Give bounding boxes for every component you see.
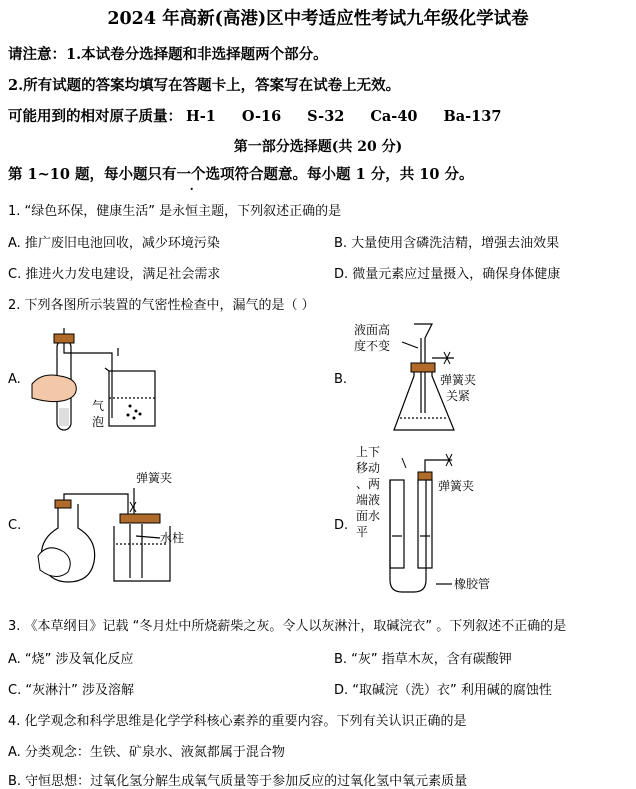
- clamp-label-1: 弹簧夹: [440, 373, 477, 387]
- right-tube: [418, 480, 432, 568]
- part1-heading: 第一部分选择题(共 20 分): [233, 139, 403, 155]
- q1-option-b[interactable]: B. 大量使用含磷洗洁精，增强去油效果: [334, 236, 560, 251]
- q1-option-d[interactable]: D. 微量元素应过量摄入，确保身体健康: [334, 267, 561, 282]
- move-label-2: 移动: [356, 461, 381, 475]
- connector-tube: [64, 494, 128, 516]
- q2-option-d[interactable]: D.: [334, 518, 349, 533]
- hand: [32, 375, 76, 402]
- q2-option-a[interactable]: A.: [8, 372, 21, 387]
- rubber-tube-label: 橡胶管: [454, 577, 491, 591]
- atom-s: S-32: [307, 108, 345, 125]
- figure-a: [30, 318, 180, 436]
- figure-b: [352, 318, 502, 440]
- q3-option-b[interactable]: B. “灰” 指草木灰，含有碳酸钾: [334, 652, 512, 667]
- q3-option-c[interactable]: C. “灰淋汁” 涉及溶解: [8, 683, 134, 698]
- figure-c: [30, 466, 230, 586]
- q1-option-c[interactable]: C. 推进火力发电建设，满足社会需求: [8, 267, 221, 282]
- bubbles-label-2: 泡: [92, 415, 105, 429]
- q4-option-a[interactable]: A. 分类观念：生铁、矿泉水、液氮都属于混合物: [8, 745, 285, 760]
- water-column-label: 水柱: [160, 531, 185, 545]
- atom-ba: Ba-137: [443, 108, 502, 125]
- atomic-masses: [8, 105, 527, 126]
- exam-title: 2024 年高新(高港)区中考适应性考试九年级化学试卷: [107, 9, 529, 29]
- notice-line-1: 请注意：1.本试卷分选择题和非选择题两个部分。: [8, 46, 328, 63]
- instruction-post: 选项符合题意。每小题 1 分，共 10 分。: [205, 166, 474, 183]
- q4-stem: 4. 化学观念和科学思维是化学学科核心素养的重要内容。下列有关认识正确的是: [8, 714, 467, 729]
- instruction-pre: 第 1~10 题，每小题只有: [8, 166, 177, 183]
- atomic-masses-label: 可能用到的相对原子质量：: [8, 108, 182, 125]
- bubbles-label-1: 气: [92, 399, 105, 413]
- level-label-2: 度不变: [354, 339, 391, 353]
- atom-h: H-1: [186, 108, 216, 125]
- move-label-6: 平: [356, 525, 369, 539]
- beaker: [109, 371, 155, 426]
- q4-option-b[interactable]: B. 守恒思想：过氧化氢分解生成氧气质量等于参加反应的过氧化氢中氧元素质量: [8, 774, 468, 789]
- q3-option-a[interactable]: A. “烧” 涉及氧化反应: [8, 652, 134, 667]
- part1-instruction: [8, 163, 473, 184]
- q1-stem: 1. “绿色环保，健康生活” 是永恒主题，下列叙述正确的是: [8, 204, 342, 219]
- instruction-emphasis: 一个: [176, 166, 206, 183]
- left-tube: [390, 480, 404, 568]
- clamp-d-label: 弹簧夹: [438, 479, 475, 493]
- q2-option-b[interactable]: B.: [334, 372, 348, 387]
- figure-d: [352, 440, 512, 602]
- q1-option-a[interactable]: A. 推广废旧电池回收，减少环境污染: [8, 236, 220, 251]
- q3-option-d[interactable]: D. “取碱浣（洗）衣” 利用碱的腐蚀性: [334, 683, 552, 698]
- level-label-1: 液面高: [354, 323, 391, 337]
- hand-c: [38, 548, 70, 577]
- stopper: [54, 334, 74, 343]
- stopper-b: [411, 363, 435, 372]
- clamp-c-label: 弹簧夹: [136, 471, 173, 485]
- move-label-1: 上下: [356, 445, 381, 459]
- move-label-3: 、两: [356, 477, 381, 491]
- atom-ca: Ca-40: [370, 108, 418, 125]
- move-label-5: 面水: [356, 509, 381, 523]
- q2-option-c[interactable]: C.: [8, 518, 22, 533]
- q3-stem: 3. 《本草纲目》记载 “冬月灶中所烧薪柴之灰。令人以灰淋汁，取碱浣衣” 。下列叙述不正确的是: [8, 619, 567, 634]
- move-label-4: 端液: [356, 493, 381, 507]
- atom-o: O-16: [241, 108, 282, 125]
- notice-line-2: 2.所有试题的答案均填写在答题卡上，答案写在试卷上无效。: [8, 77, 401, 94]
- q2-stem: 2. 下列各图所示装置的气密性检查中，漏气的是（ ）: [8, 298, 315, 313]
- clamp-label-2: 关紧: [446, 389, 471, 403]
